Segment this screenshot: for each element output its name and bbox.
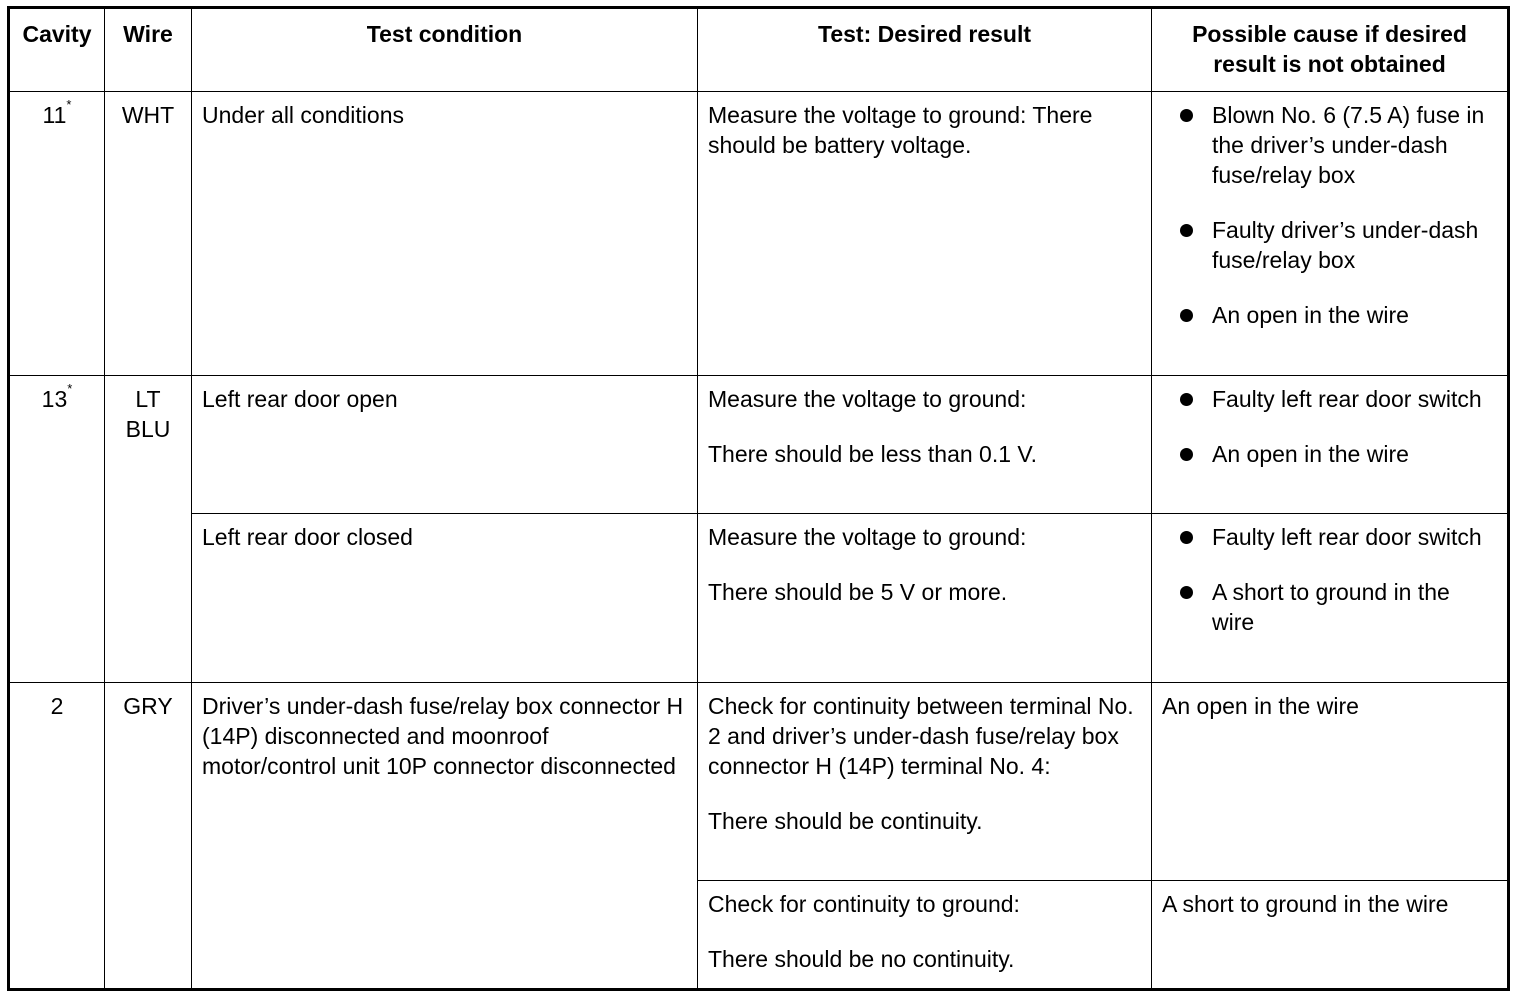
bullet-icon bbox=[1180, 309, 1193, 322]
cavity-number: 11 bbox=[42, 102, 67, 128]
table-row bbox=[9, 92, 1509, 376]
bullet-icon bbox=[1180, 586, 1193, 599]
cause-item bbox=[1162, 384, 1497, 414]
result-text: Measure the voltage to ground: bbox=[708, 386, 1027, 412]
cavity-cell bbox=[9, 376, 105, 683]
table-row bbox=[9, 514, 1509, 683]
cause-cell bbox=[1152, 514, 1509, 683]
cause-list bbox=[1162, 100, 1497, 330]
result-text: There should be less than 0.1 V. bbox=[708, 441, 1038, 467]
header-possible-cause: Possible cause if desired result is not obtained bbox=[1152, 8, 1509, 92]
header-wire: Wire bbox=[105, 8, 192, 92]
result-text: Check for continuity between terminal No. 2 and driver’s under-dash fuse/relay box connector H (14P) terminal No. 4: bbox=[708, 693, 1134, 779]
cause-text: Faulty left rear door switch bbox=[1212, 524, 1482, 550]
cause-text: An open in the wire bbox=[1212, 302, 1409, 328]
cause-text: A short to ground in the wire bbox=[1212, 579, 1450, 635]
condition-cell: Left rear door open bbox=[192, 376, 698, 514]
cause-item bbox=[1162, 215, 1497, 275]
cause-text: Faulty driver’s under-dash fuse/relay box bbox=[1212, 217, 1479, 273]
cause-item bbox=[1162, 577, 1497, 637]
wire-cell: GRY bbox=[105, 683, 192, 990]
cause-item bbox=[1162, 439, 1497, 469]
condition-cell: Driver’s under-dash fuse/relay box connector H (14P) disconnected and moonroof motor/control unit 10P connector disconnected bbox=[192, 683, 698, 990]
wire-test-table bbox=[7, 6, 1510, 991]
bullet-icon bbox=[1180, 393, 1193, 406]
cause-item bbox=[1162, 300, 1497, 330]
cause-text: Blown No. 6 (7.5 A) fuse in the driver’s under-dash fuse/relay box bbox=[1212, 102, 1485, 188]
wire-cell: LT BLU bbox=[105, 376, 192, 683]
table-row bbox=[9, 683, 1509, 881]
cause-text: Faulty left rear door switch bbox=[1212, 386, 1482, 412]
result-cell bbox=[698, 881, 1152, 990]
wire-cell: WHT bbox=[105, 92, 192, 376]
cause-text: An open in the wire bbox=[1212, 441, 1409, 467]
cavity-number: 2 bbox=[50, 693, 64, 719]
cause-item bbox=[1162, 522, 1497, 552]
result-cell bbox=[698, 376, 1152, 514]
bullet-icon bbox=[1180, 531, 1193, 544]
cause-cell bbox=[1152, 376, 1509, 514]
result-cell bbox=[698, 683, 1152, 881]
result-text: There should be 5 V or more. bbox=[708, 579, 1008, 605]
header-test-condition: Test condition bbox=[192, 8, 698, 92]
cavity-number: 13 bbox=[41, 386, 68, 412]
footnote-mark: * bbox=[66, 97, 72, 112]
header-cavity: Cavity bbox=[9, 8, 105, 92]
cause-cell: An open in the wire bbox=[1152, 683, 1509, 881]
footnote-mark: * bbox=[67, 381, 73, 396]
result-text: There should be no continuity. bbox=[708, 946, 1015, 972]
header-desired-result: Test: Desired result bbox=[698, 8, 1152, 92]
result-text: There should be continuity. bbox=[708, 808, 983, 834]
bullet-icon bbox=[1180, 448, 1193, 461]
condition-cell: Under all conditions bbox=[192, 92, 698, 376]
cavity-cell bbox=[9, 683, 105, 990]
bullet-icon bbox=[1180, 109, 1193, 122]
cause-list bbox=[1162, 522, 1497, 637]
cause-cell: A short to ground in the wire bbox=[1152, 881, 1509, 990]
header-row bbox=[9, 8, 1509, 92]
result-text: Measure the voltage to ground: bbox=[708, 524, 1027, 550]
result-cell bbox=[698, 514, 1152, 683]
cause-cell bbox=[1152, 92, 1509, 376]
table-row bbox=[9, 376, 1509, 514]
cause-list bbox=[1162, 384, 1497, 469]
result-text: Check for continuity to ground: bbox=[708, 891, 1020, 917]
result-cell bbox=[698, 92, 1152, 376]
bullet-icon bbox=[1180, 224, 1193, 237]
result-text: Measure the voltage to ground: There should be battery voltage. bbox=[708, 102, 1093, 158]
cause-item bbox=[1162, 100, 1497, 190]
cavity-cell bbox=[9, 92, 105, 376]
condition-cell: Left rear door closed bbox=[192, 514, 698, 683]
